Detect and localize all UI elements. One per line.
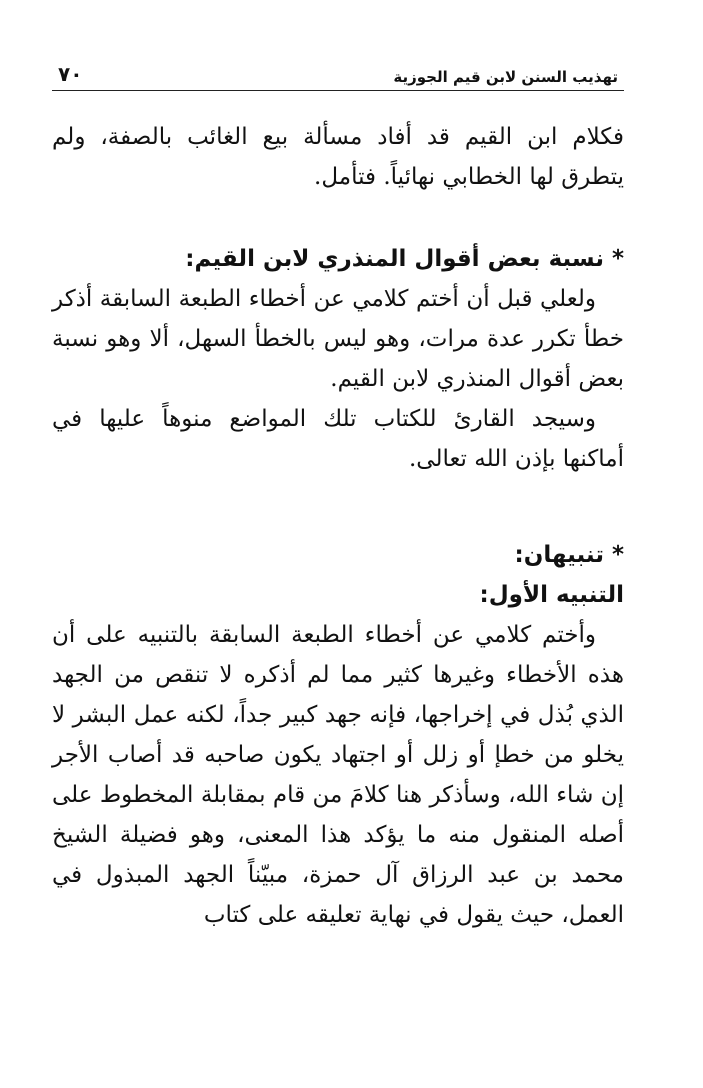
body-text — [52, 117, 624, 935]
subheading-first-note: التنبيه الأول: — [479, 582, 624, 608]
spacer — [52, 479, 624, 535]
book-title: تهذيب السنن لابن قيم الجوزية — [393, 68, 618, 86]
section-heading-attribution: * نسبة بعض أقوال المنذري لابن القيم: — [185, 246, 624, 272]
spacer — [52, 197, 624, 239]
paragraph-3: وسيجد القارئ للكتاب تلك المواضع منوهاً عليها في أماكنها بإذن الله تعالى. — [52, 406, 624, 472]
paragraph-1: فكلام ابن القيم قد أفاد مسألة بيع الغائب بالصفة، ولم يتطرق لها الخطابي نهائياً. فتأمل. — [52, 124, 624, 190]
section-heading-notes: * تنبيهان: — [514, 542, 624, 568]
paragraph-4: وأختم كلامي عن أخطاء الطبعة السابقة بالتنبيه على أن هذه الأخطاء وغيرها كثير مما لم أذكره لا تنقص من الجهد الذي بُذل في إخراجها، فإنه جهد كبير جداً، لكنه عمل البشر لا يخلو من خطإ أو زلل أو اجتهاد يكون صاحبه قد أصاب الأجر إن شاء الله، وسأذكر هنا كلامَ من قام بمقابلة المخطوط على أصله المنقول منه ما يؤكد هذا المعنى، وهو فضيلة الشيخ محمد بن عبد الرزاق آل حمزة، مبيّناً الجهد المبذول في العمل، حيث يقول في نهاية تعليقه على كتاب — [52, 622, 624, 928]
running-header — [52, 58, 624, 91]
page-number: ٧٠ — [58, 62, 83, 86]
paragraph-2: ولعلي قبل أن أختم كلامي عن أخطاء الطبعة السابقة أذكر خطأ تكرر عدة مرات، وهو ليس بالخطأ السهل، ألا وهو نسبة بعض أقوال المنذري لابن القيم. — [52, 286, 624, 392]
document-page — [52, 58, 624, 935]
